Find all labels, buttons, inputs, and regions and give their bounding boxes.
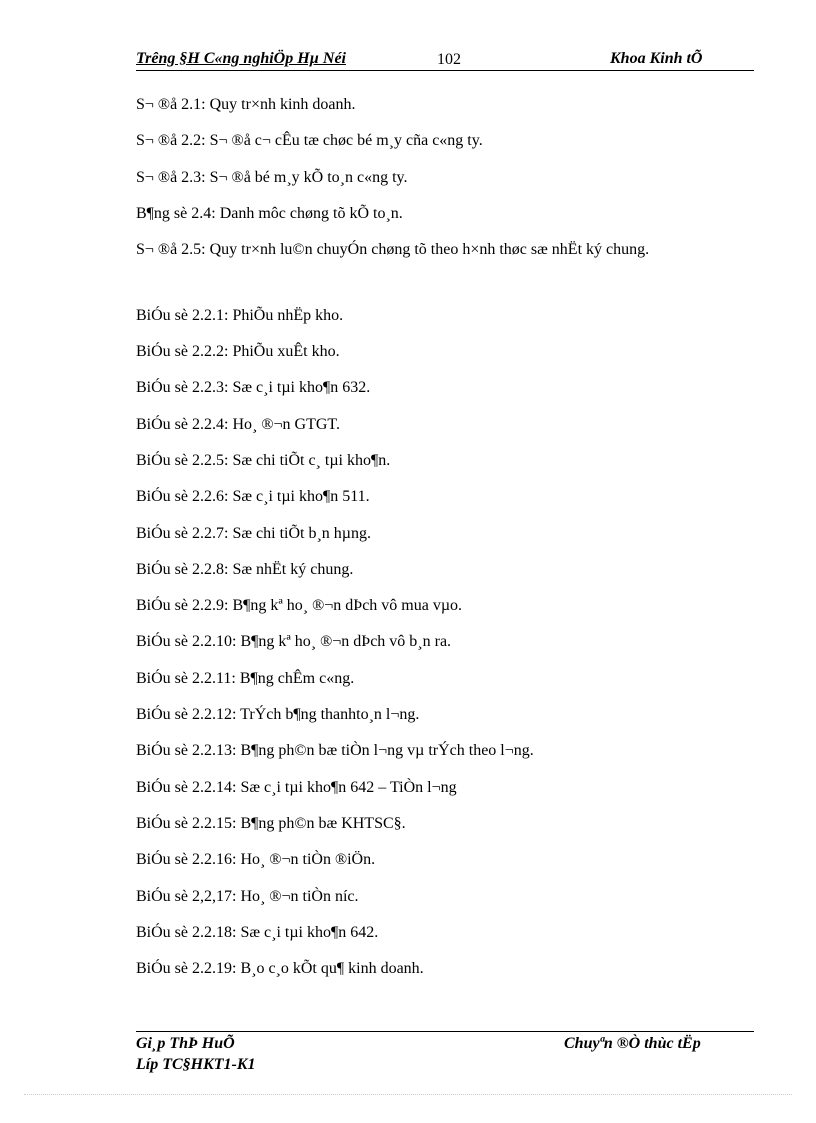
faculty-name: Khoa Kinh tÕ <box>610 50 703 67</box>
page-number: 102 <box>437 51 461 68</box>
figure-list <box>136 93 736 993</box>
list-item: BiÓu sè 2.2.1: PhiÕu nhËp kho. <box>136 306 344 324</box>
list-item: S¬ ®å 2.3: S¬ ®å bé m¸y kÕ to¸n c«ng ty. <box>136 168 408 186</box>
class-name: Líp TC§HKT1-K1 <box>136 1056 256 1073</box>
list-item: S¬ ®å 2.5: Quy tr×nh lu©n chuyÓn chøng tõ theo h×nh thøc sæ nhËt ký chung. <box>136 241 650 259</box>
list-item: BiÓu sè 2.2.9: B¶ng kª ho¸ ®¬n dÞch vô mua vµo. <box>136 597 463 615</box>
list-item: BiÓu sè 2.2.4: Ho¸ ®¬n GTGT. <box>136 415 340 433</box>
document-topic: Chuyªn ®Ò thùc tËp <box>564 1035 701 1052</box>
footer-divider <box>136 1031 754 1032</box>
list-item: BiÓu sè 2.2.2: PhiÕu xuÊt kho. <box>136 343 340 361</box>
school-name: Trêng §H C«ng nghiÖp Hµ Néi <box>136 50 346 67</box>
list-item: BiÓu sè 2.2.3: Sæ c¸i tµi kho¶n 632. <box>136 379 371 397</box>
list-item: BiÓu sè 2.2.6: Sæ c¸i tµi kho¶n 511. <box>136 488 370 506</box>
list-item: BiÓu sè 2.2.14: Sæ c¸i tµi kho¶n 642 – TiÒn l¬ng <box>136 778 457 796</box>
page-header <box>136 50 754 71</box>
list-item: BiÓu sè 2.2.16: Ho¸ ®¬n tiÒn ®iÖn. <box>136 851 376 869</box>
list-item: S¬ ®å 2.1: Quy tr×nh kinh doanh. <box>136 96 356 113</box>
list-item: BiÓu sè 2.2.13: B¶ng ph©n bæ tiÒn l¬ng vµ trÝch theo l¬ng. <box>136 742 534 760</box>
author-name: Gi¸p ThÞ HuÕ <box>136 1035 235 1052</box>
list-item: BiÓu sè 2.2.15: B¶ng ph©n bæ KHTSC§. <box>136 814 406 832</box>
list-item: BiÓu sè 2.2.10: B¶ng kª ho¸ ®¬n dÞch vô b¸n ra. <box>136 633 452 651</box>
list-item: BiÓu sè 2.2.19: B¸o c¸o kÕt qu¶ kinh doanh. <box>136 960 424 978</box>
list-item: BiÓu sè 2.2.11: B¶ng chÊm c«ng. <box>136 669 355 687</box>
list-item: BiÓu sè 2.2.8: Sæ nhËt ký chung. <box>136 560 354 578</box>
list-item: B¶ng sè 2.4: Danh môc chøng tõ kÕ to¸n. <box>136 204 403 222</box>
list-item: S¬ ®å 2.2: S¬ ®å c¬ cÊu tæ chøc bé m¸y cña c«ng ty. <box>136 132 483 150</box>
list-item: BiÓu sè 2.2.18: Sæ c¸i tµi kho¶n 642. <box>136 923 379 941</box>
list-item: BiÓu sè 2.2.12: TrÝch b¶ng thanhto¸n l¬ng. <box>136 706 420 724</box>
list-item: BiÓu sè 2.2.7: Sæ chi tiÕt b¸n hµng. <box>136 524 371 542</box>
page-edge-divider <box>24 1094 792 1095</box>
list-item: BiÓu sè 2.2.5: Sæ chi tiÕt c¸ tµi kho¶n. <box>136 451 391 469</box>
list-item: BiÓu sè 2,2,17: Ho¸ ®¬n tiÒn níc. <box>136 887 359 905</box>
